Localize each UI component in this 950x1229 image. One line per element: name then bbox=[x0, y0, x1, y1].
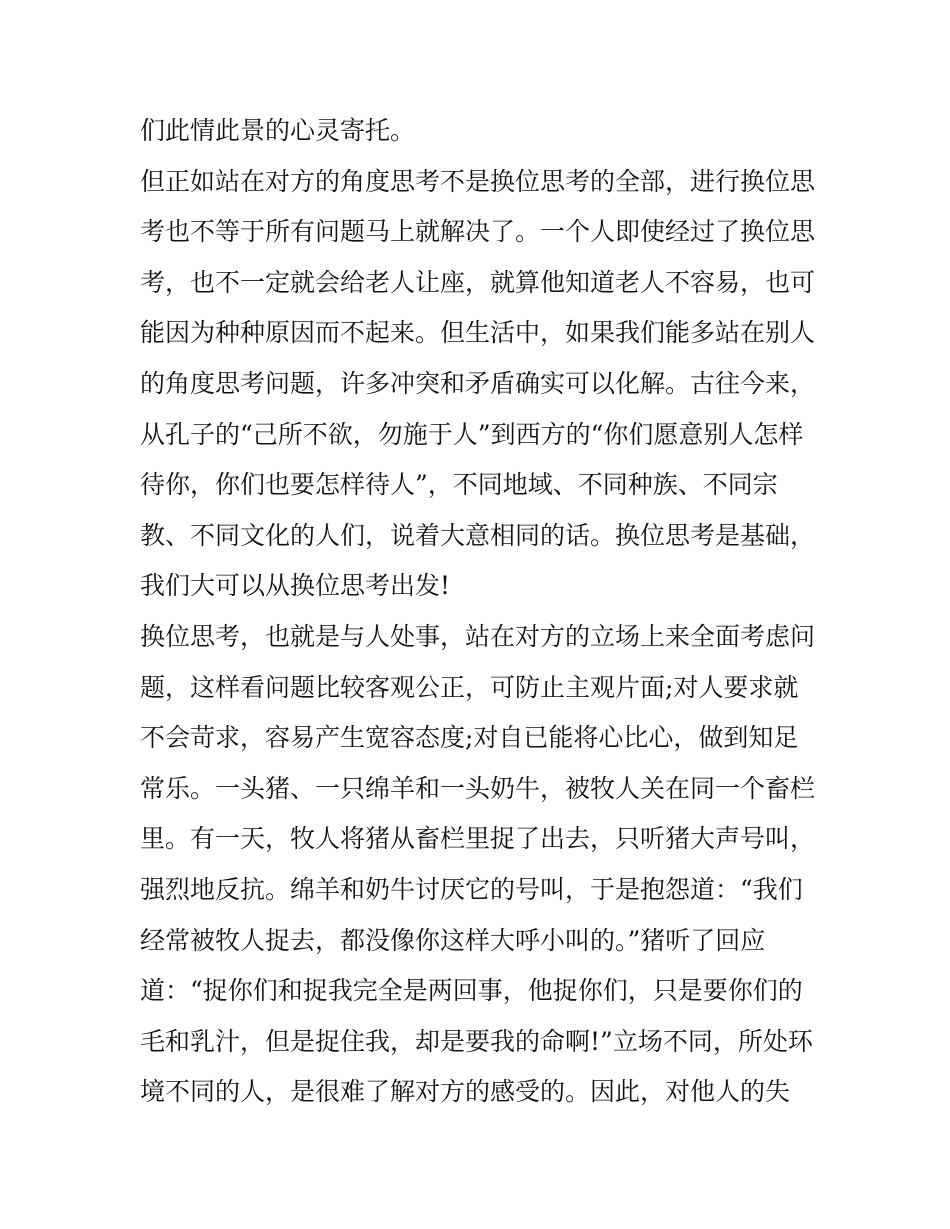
text-line: 强烈地反抗。绵羊和奶牛讨厌它的号叫，于是抱怨道：“我们 bbox=[140, 874, 803, 904]
text-line: 教、不同文化的人们，说着大意相同的话。换位思考是基础， bbox=[140, 520, 816, 550]
text-line: 常乐。一头猪、一只绵羊和一头奶牛，被牧人关在同一个畜栏 bbox=[140, 773, 816, 803]
text-line: 题，这样看问题比较客观公正，可防止主观片面;对人要求就 bbox=[140, 672, 799, 702]
text-line: 经常被牧人捉去，都没像你这样大呼小叫的。”猪听了回应 bbox=[140, 925, 766, 955]
text-line: 不会苛求，容易产生宽容态度;对自已能将心比心，做到知足 bbox=[140, 723, 799, 753]
document-text-body bbox=[140, 106, 830, 1118]
text-line: 境不同的人，是很难了解对方的感受的。因此，对他人的失 bbox=[140, 1077, 791, 1107]
text-line: 考也不等于所有问题马上就解决了。一个人即使经过了换位思 bbox=[140, 217, 816, 247]
text-line: 的角度思考问题，许多冲突和矛盾确实可以化解。古往今来， bbox=[140, 368, 816, 398]
text-line: 考，也不一定就会给老人让座，就算他知道老人不容易，也可 bbox=[140, 267, 816, 297]
text-line: 从孔子的“己所不欲，勿施于人”到西方的“你们愿意别人怎样 bbox=[140, 419, 804, 449]
text-line: 换位思考，也就是与人处事，站在对方的立场上来全面考虑问 bbox=[140, 621, 816, 651]
text-line: 道：“捉你们和捉我完全是两回事，他捉你们，只是要你们的 bbox=[140, 976, 803, 1006]
text-line: 但正如站在对方的角度思考不是换位思考的全部，进行换位思 bbox=[140, 166, 816, 196]
text-line: 待你，你们也要怎样待人”，不同地域、不同种族、不同宗 bbox=[140, 470, 778, 500]
text-line: 我们大可以从换位思考出发! bbox=[140, 571, 451, 601]
text-line: 毛和乳汁，但是捉住我，却是要我的命啊!”立场不同，所处环 bbox=[140, 1026, 813, 1056]
text-line: 们此情此景的心灵寄托。 bbox=[140, 116, 416, 145]
text-line: 里。有一天，牧人将猪从畜栏里捉了出去，只听猪大声号叫， bbox=[140, 824, 816, 854]
text-line: 能因为种种原因而不起来。但生活中，如果我们能多站在别人 bbox=[140, 318, 816, 348]
